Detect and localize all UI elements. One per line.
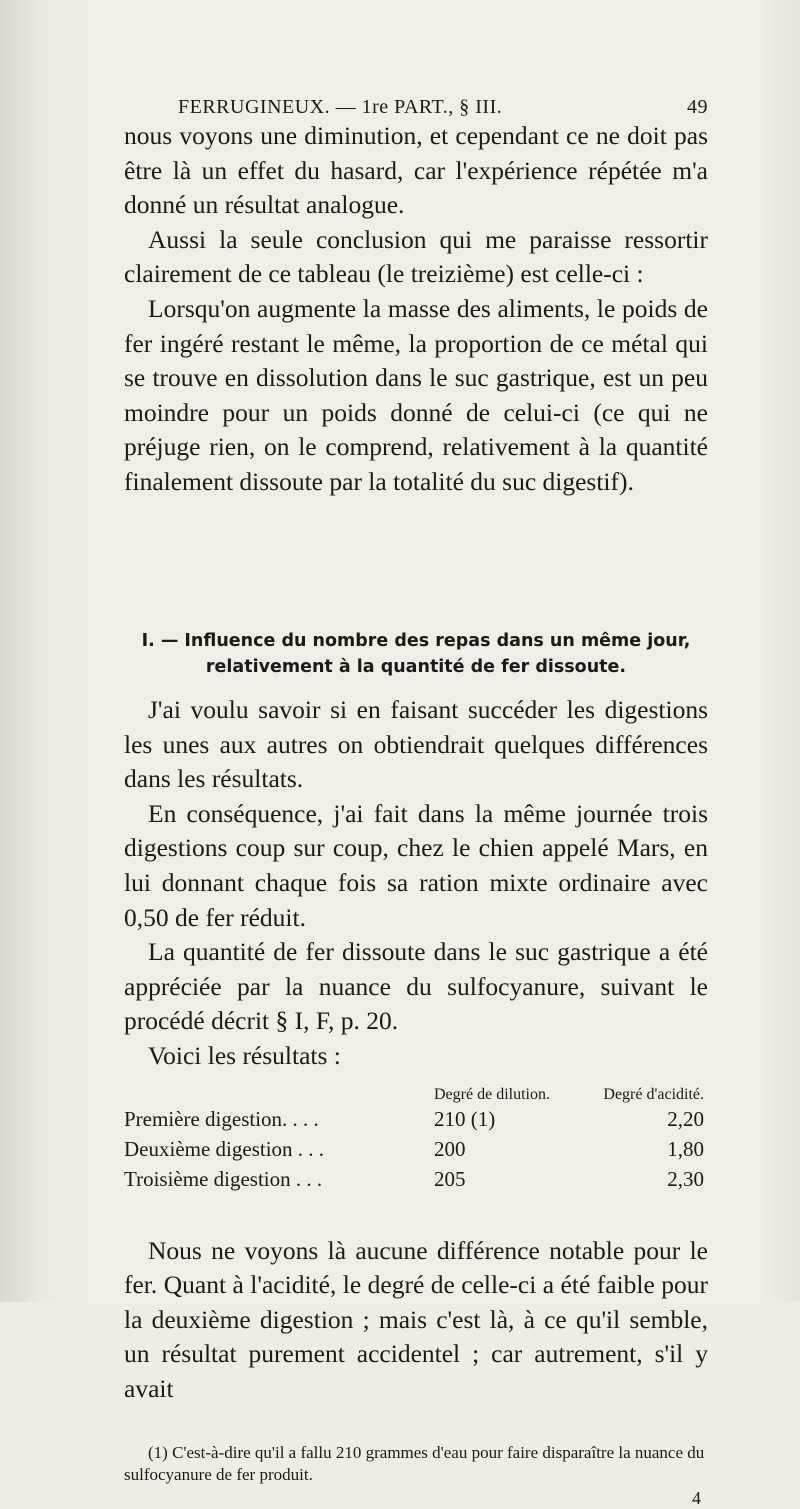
row-label: Troisième digestion . . .	[124, 1166, 323, 1191]
running-header	[178, 96, 708, 119]
table-row	[124, 1134, 708, 1164]
section-heading: I. — Influence du nombre des repas dans un même jour, relativement à la quantité de fer dissoute.	[141, 631, 691, 677]
table-header-cell: Degré d'acidité.	[603, 1086, 704, 1103]
paragraph: En conséquence, j'ai fait dans la même journée trois digestions coup sur coup, chez le chien appelé Mars, en lui donnant chaque fois sa ration mixte ordinaire avec 0,50 de fer réduit.	[124, 798, 708, 932]
paragraph: La quantité de fer dissoute dans le suc gastrique a été appréciée par la nuance du sulfocyanure, suivant le procédé décrit § I, F, p. 20.	[124, 937, 708, 1036]
paragraph: J'ai voulu savoir si en faisant succéder les digestions les unes aux autres on obtiendrait quelques différences dans les résultats.	[124, 695, 708, 794]
acidity-value: 2,30	[667, 1166, 704, 1191]
paragraph: Aussi la seule conclusion qui me paraisse ressortir clairement de ce tableau (le treizième) est celle-ci :	[124, 224, 708, 289]
table-header-row	[124, 1078, 708, 1104]
footnote	[124, 1442, 708, 1486]
table-header-cell: Degré de dilution.	[434, 1086, 550, 1103]
row-label: Première digestion. . . .	[124, 1106, 319, 1131]
text-block-middle	[124, 693, 708, 1074]
table-row	[124, 1104, 708, 1134]
paragraph: Lorsqu'on augmente la masse des aliments, le poids de fer ingéré restant le même, la proportion de ce métal qui se trouve en dissolution dans le suc gastrique, est un peu moindre pour un poids donné de celui-ci (ce qui ne préjuge rien, on le comprend, relativement à la quantité finalement dissoute par la totalité du suc digestif).	[124, 293, 708, 496]
results-table	[124, 1078, 708, 1194]
acidity-value: 2,20	[667, 1106, 704, 1131]
row-label: Deuxième digestion . . .	[124, 1136, 325, 1161]
dilution-value: 210 (1)	[434, 1106, 496, 1131]
acidity-value: 1,80	[667, 1136, 704, 1161]
table-row	[124, 1164, 708, 1194]
page-number: 49	[687, 96, 708, 118]
signature-mark: 4	[692, 1488, 701, 1508]
paragraph: Voici les résultats :	[148, 1040, 341, 1070]
text-block-bottom	[124, 1208, 708, 1432]
footnote-text: (1) C'est-à-dire qu'il a fallu 210 grammes d'eau pour faire disparaître la nuance du sulfocyanure de fer produit.	[124, 1443, 705, 1484]
dilution-value: 205	[434, 1166, 466, 1191]
paragraph: nous voyons une diminution, et cependant ce ne doit pas être là un effet du hasard, car l'expérience répétée m'a donné un résultat analogue.	[124, 121, 708, 220]
text-block-top	[124, 119, 708, 500]
running-title: FERRUGINEUX. — 1re PART., § III.	[178, 96, 503, 118]
paragraph: Nous ne voyons là aucune différence notable pour le fer. Quant à l'acidité, le degré de celle-ci a été faible pour la deuxième digestion ; mais c'est là, à ce qu'il semble, un résultat purement accidentel ; car autrement, s'il y avait	[124, 1235, 708, 1403]
dilution-value: 200	[434, 1136, 466, 1161]
